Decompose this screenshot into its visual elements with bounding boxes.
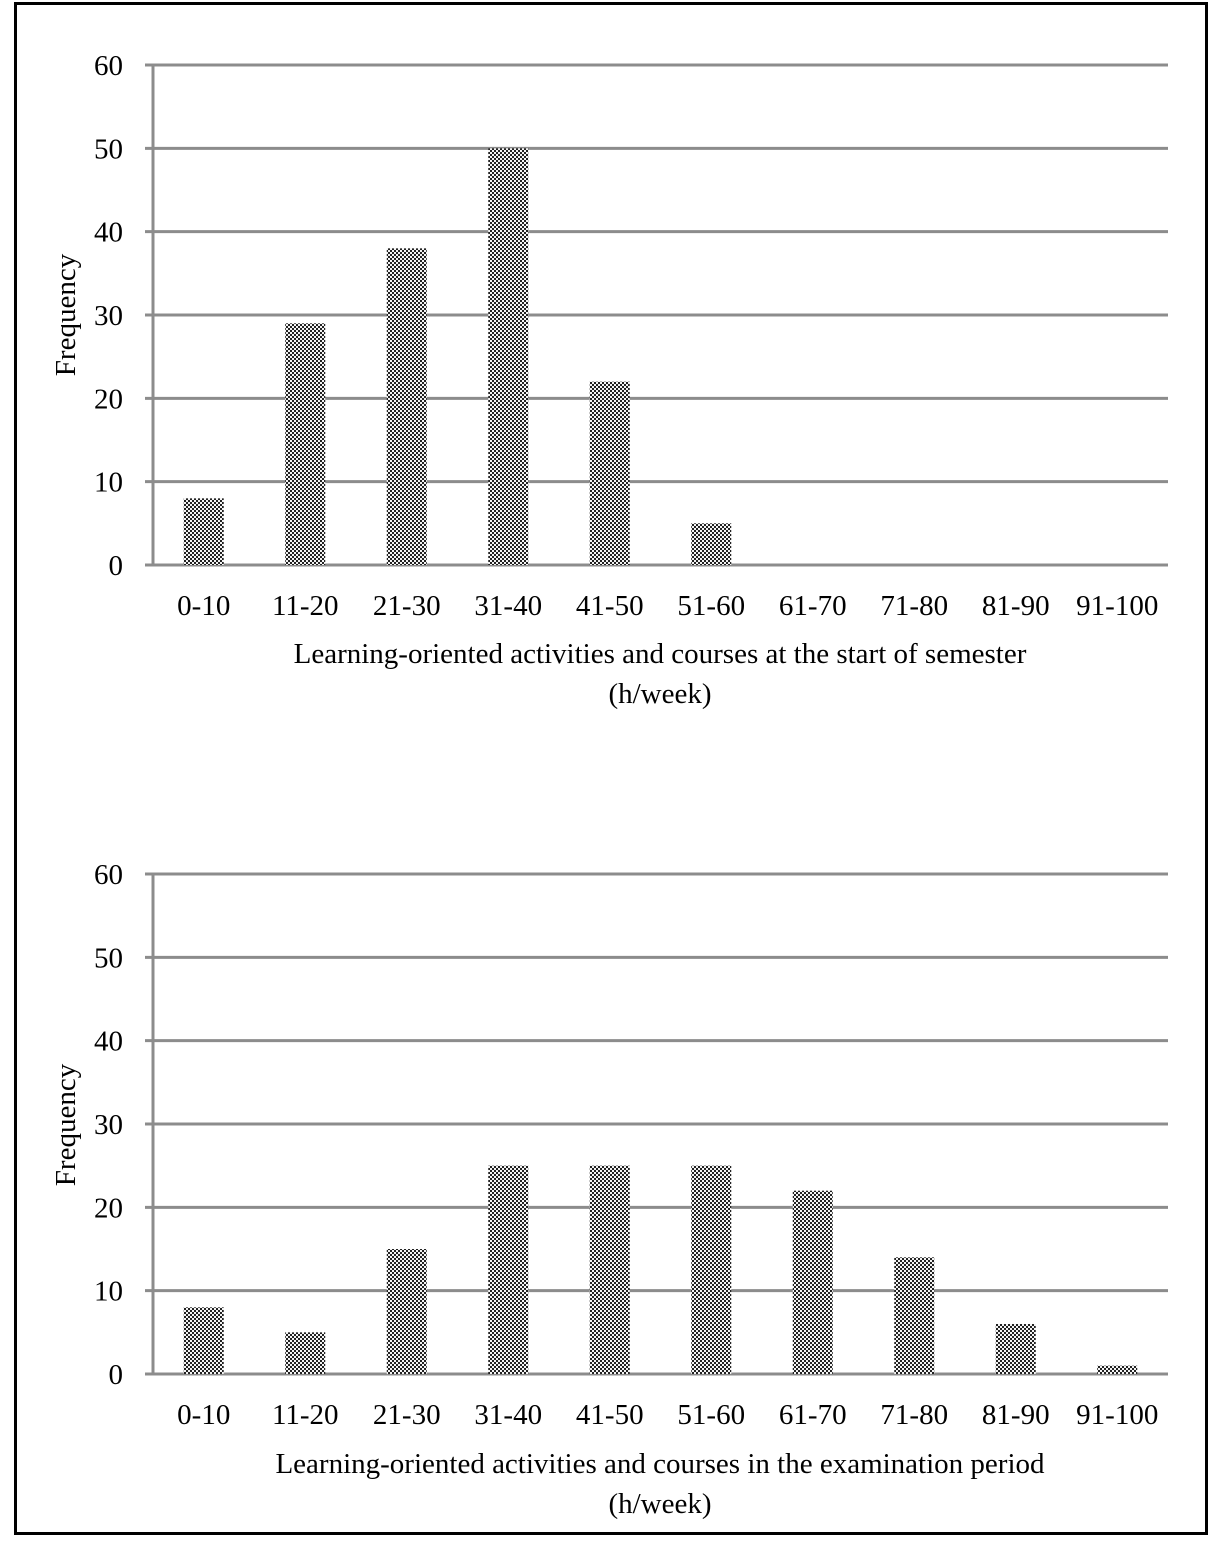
bar-81-90 — [996, 1324, 1036, 1374]
y-axis-ticks — [94, 859, 123, 1391]
y-tick-label: 30 — [94, 1109, 123, 1141]
y-tick-label: 40 — [94, 216, 123, 249]
x-tick-label: 81-90 — [981, 1399, 1050, 1431]
x-tick-label: 81-90 — [981, 590, 1050, 622]
bar-11-20 — [285, 1332, 325, 1374]
y-tick-label: 10 — [94, 1275, 123, 1308]
bar-61-70 — [793, 1191, 833, 1374]
gridlines — [145, 874, 1168, 1374]
x-axis-label: Learning-oriented activities and courses at the start of semester — [293, 638, 1027, 670]
bar-21-30 — [387, 248, 427, 565]
x-axis-ticks — [177, 590, 1158, 622]
bar-91-100 — [1097, 1366, 1137, 1374]
bars — [184, 148, 732, 565]
x-axis-unit: (h/week) — [608, 678, 712, 710]
x-tick-label: 91-100 — [1076, 590, 1159, 622]
x-tick-label: 11-20 — [271, 590, 339, 622]
x-tick-label: 41-50 — [575, 1399, 644, 1431]
y-axis-ticks — [94, 50, 123, 582]
bar-0-10 — [184, 1307, 224, 1374]
bar-51-60 — [691, 523, 731, 565]
x-tick-label: 41-50 — [575, 590, 644, 622]
y-tick-label: 0 — [108, 550, 123, 582]
x-tick-label: 31-40 — [474, 1399, 543, 1431]
y-axis-label: Frequency — [50, 1063, 82, 1187]
x-tick-label: 21-30 — [372, 1399, 441, 1431]
x-tick-label: 51-60 — [677, 590, 746, 622]
bar-71-80 — [894, 1257, 934, 1374]
y-axis-label: Frequency — [50, 253, 82, 377]
y-tick-label: 20 — [94, 1192, 123, 1225]
histogram-start-of-semester — [50, 50, 1168, 710]
y-tick-label: 60 — [94, 50, 123, 82]
bar-41-50 — [590, 1166, 630, 1374]
x-axis-label: Learning-oriented activities and courses in the examination period — [275, 1448, 1045, 1480]
x-tick-label: 61-70 — [778, 1399, 847, 1431]
x-tick-label: 71-80 — [880, 590, 949, 622]
x-tick-label: 11-20 — [271, 1399, 339, 1431]
histogram-examination-period — [50, 859, 1168, 1520]
x-tick-label: 61-70 — [778, 590, 847, 622]
bars — [184, 1166, 1138, 1374]
bar-11-20 — [285, 323, 325, 565]
y-tick-label: 50 — [94, 942, 123, 975]
bar-0-10 — [184, 498, 224, 565]
y-tick-label: 30 — [94, 300, 123, 332]
x-tick-label: 51-60 — [677, 1399, 746, 1431]
bar-21-30 — [387, 1249, 427, 1374]
bar-31-40 — [488, 1166, 528, 1374]
y-tick-label: 60 — [94, 859, 123, 891]
x-tick-label: 0-10 — [177, 1399, 231, 1431]
y-tick-label: 50 — [94, 133, 123, 166]
y-tick-label: 10 — [94, 466, 123, 499]
bar-41-50 — [590, 382, 630, 565]
x-tick-label: 31-40 — [474, 590, 543, 622]
x-tick-label: 0-10 — [177, 590, 231, 622]
bar-31-40 — [488, 148, 528, 565]
bar-51-60 — [691, 1166, 731, 1374]
y-tick-label: 0 — [108, 1359, 123, 1391]
x-tick-label: 71-80 — [880, 1399, 949, 1431]
x-axis-ticks — [177, 1399, 1158, 1431]
x-tick-label: 21-30 — [372, 590, 441, 622]
y-tick-label: 20 — [94, 383, 123, 416]
x-tick-label: 91-100 — [1076, 1399, 1159, 1431]
y-tick-label: 40 — [94, 1025, 123, 1058]
x-axis-unit: (h/week) — [608, 1488, 712, 1520]
